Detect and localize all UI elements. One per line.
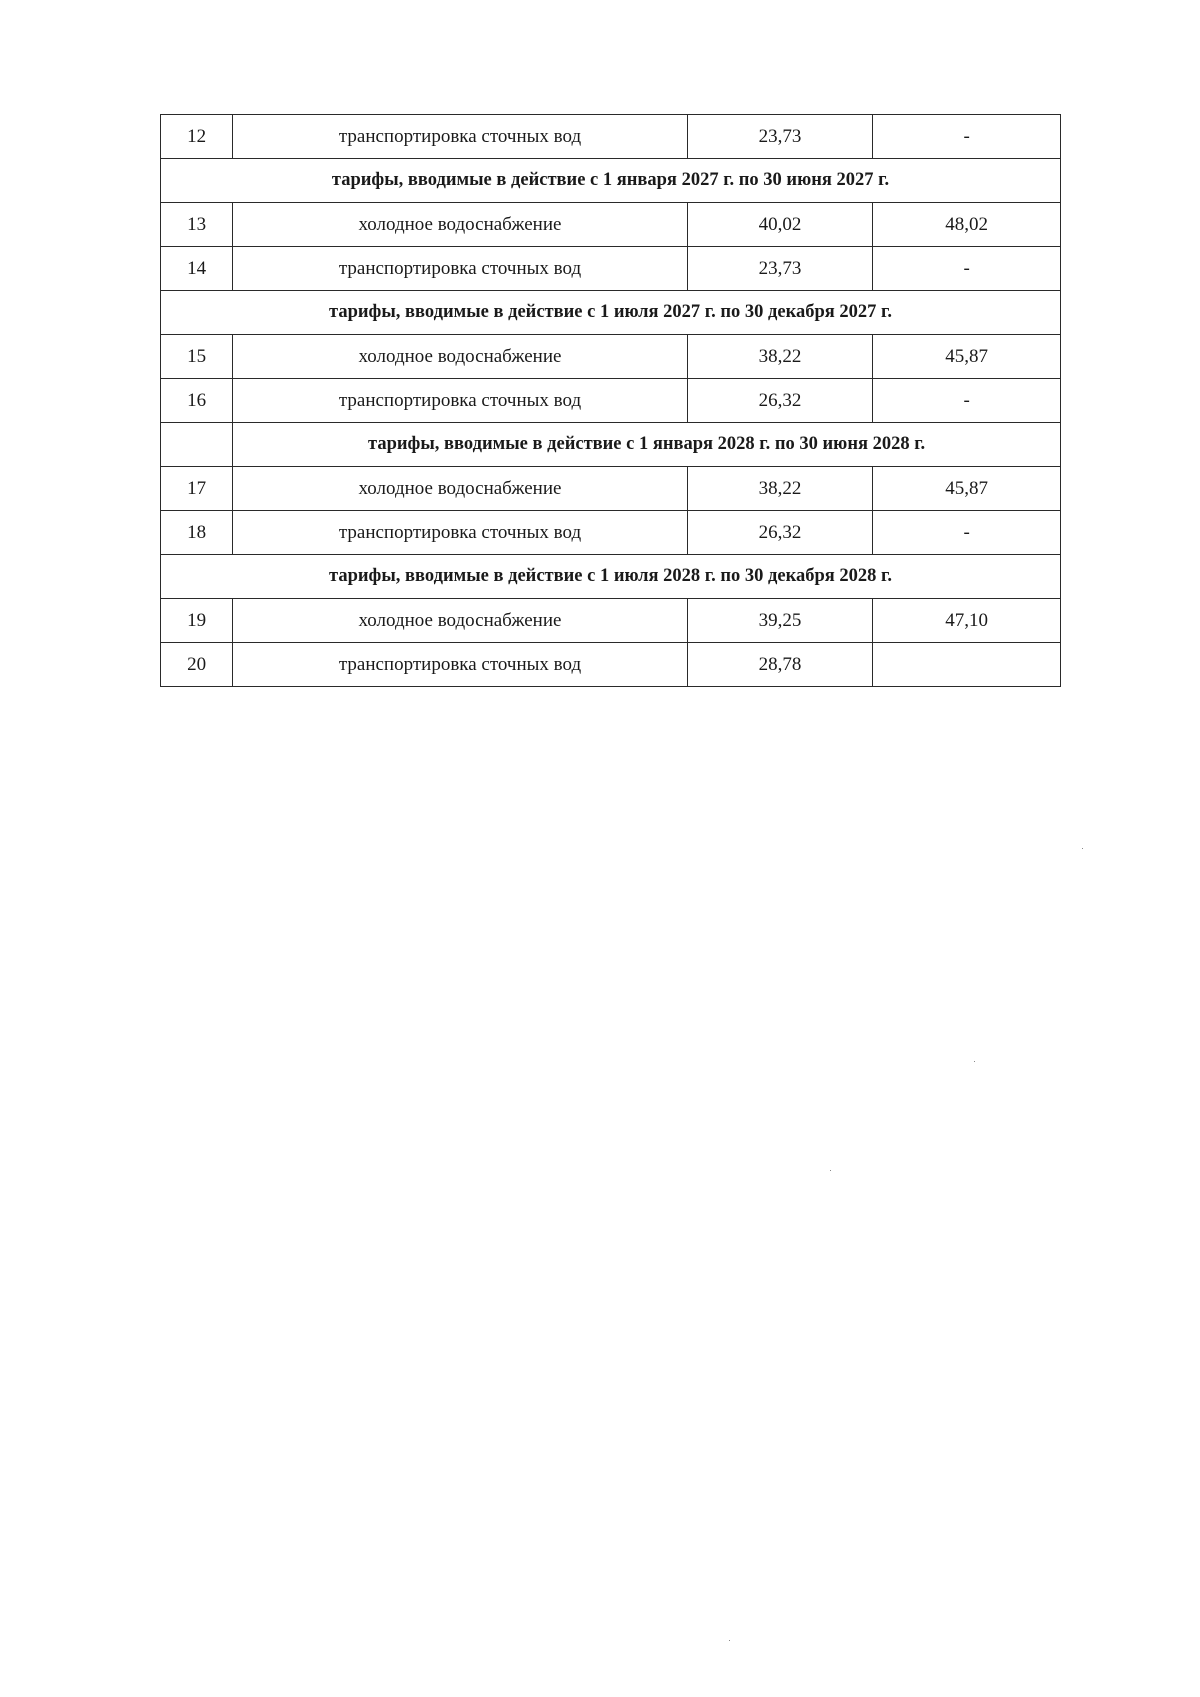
section-header: тарифы, вводимые в действие с 1 июля 2027 г. по 30 декабря 2027 г. [161,291,1061,335]
tariff-value-vat [873,643,1061,687]
scan-speck [729,1640,730,1641]
table-row [161,335,1061,379]
table-row [161,467,1061,511]
service-name: транспортировка сточных вод [233,643,688,687]
row-number: 15 [161,335,233,379]
row-number: 20 [161,643,233,687]
tariff-value: 26,32 [687,511,873,555]
table-row [161,203,1061,247]
tariff-value-vat: 45,87 [873,467,1061,511]
tariff-table-body [161,115,1061,687]
scan-speck [1082,848,1083,849]
tariff-value-vat: 47,10 [873,599,1061,643]
tariff-value-vat: 48,02 [873,203,1061,247]
empty-cell [161,423,233,467]
table-row [161,599,1061,643]
row-number: 17 [161,467,233,511]
tariff-value: 40,02 [687,203,873,247]
service-name: холодное водоснабжение [233,203,688,247]
row-number: 19 [161,599,233,643]
tariff-value: 39,25 [687,599,873,643]
table-row [161,247,1061,291]
service-name: холодное водоснабжение [233,599,688,643]
section-header: тарифы, вводимые в действие с 1 января 2028 г. по 30 июня 2028 г. [233,423,1061,467]
row-number: 12 [161,115,233,159]
row-number: 14 [161,247,233,291]
table-row [161,379,1061,423]
service-name: транспортировка сточных вод [233,511,688,555]
table-row [161,643,1061,687]
section-header-row [161,159,1061,203]
tariff-table [160,114,1061,687]
section-header-row [161,291,1061,335]
scan-speck [974,1061,975,1062]
tariff-value-vat: - [873,511,1061,555]
section-header-row [161,555,1061,599]
tariff-value: 26,32 [687,379,873,423]
table-row [161,511,1061,555]
row-number: 18 [161,511,233,555]
section-header-row [161,423,1061,467]
service-name: транспортировка сточных вод [233,115,688,159]
tariff-value: 23,73 [687,247,873,291]
service-name: транспортировка сточных вод [233,379,688,423]
row-number: 16 [161,379,233,423]
table-row [161,115,1061,159]
tariff-value-vat: - [873,379,1061,423]
row-number: 13 [161,203,233,247]
tariff-value: 28,78 [687,643,873,687]
scan-speck [830,1170,831,1171]
service-name: холодное водоснабжение [233,335,688,379]
tariff-value: 38,22 [687,467,873,511]
tariff-value: 38,22 [687,335,873,379]
tariff-value-vat: - [873,247,1061,291]
service-name: холодное водоснабжение [233,467,688,511]
tariff-value-vat: 45,87 [873,335,1061,379]
section-header: тарифы, вводимые в действие с 1 января 2027 г. по 30 июня 2027 г. [161,159,1061,203]
tariff-value: 23,73 [687,115,873,159]
tariff-value-vat: - [873,115,1061,159]
section-header: тарифы, вводимые в действие с 1 июля 2028 г. по 30 декабря 2028 г. [161,555,1061,599]
service-name: транспортировка сточных вод [233,247,688,291]
